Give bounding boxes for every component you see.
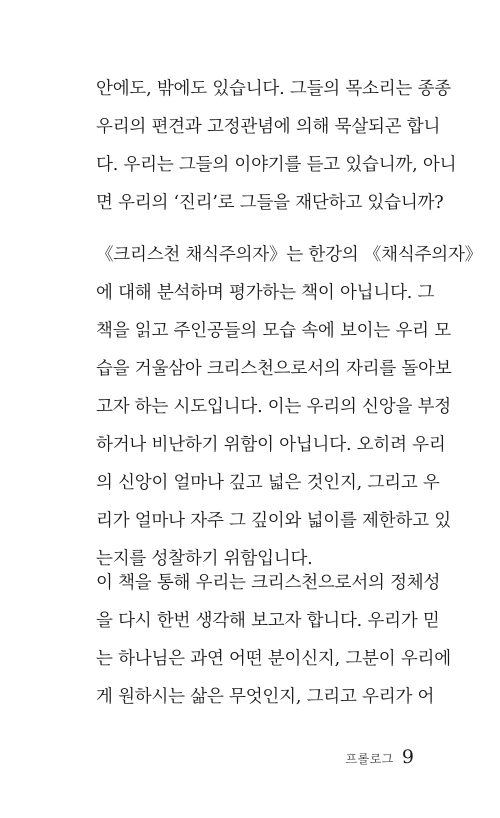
page-number: 9 [401, 746, 414, 768]
text-line: 는 하나님은 과연 어떤 분이신지, 그분이 우리에 [96, 649, 451, 669]
text-line: 는지를 성찰하기 위함입니다. [96, 549, 313, 569]
text-line: 게 원하시는 삶은 무엇인지, 그리고 우리가 어 [96, 687, 435, 707]
page-footer [346, 746, 414, 770]
running-head: 프롤로그 [345, 752, 394, 766]
text-line: 안에도, 밖에도 있습니다. 그들의 목소리는 종종 [96, 79, 451, 99]
text-line: 《크리스천 채식주의자》는 한강의 《채식주의자》 [96, 245, 482, 265]
text-line: 의 신앙이 얼마나 깊고 넓은 것인지, 그리고 우 [96, 473, 440, 493]
text-line: 에 대해 분석하며 평가하는 책이 아닙니다. 그 [96, 283, 435, 303]
text-line: 하거나 비난하기 위함이 아닙니다. 오히려 우리 [96, 435, 446, 455]
paragraph-2 [96, 236, 482, 578]
text-line: 면 우리의 ‘진리’로 그들을 재단하고 있습니까? [96, 193, 444, 213]
text-line: 다. 우리는 그들의 이야기를 듣고 있습니까, 아니 [96, 155, 457, 175]
text-line: 우리의 편견과 고정관념에 의해 묵살되곤 합니 [96, 117, 441, 137]
text-line: 을 다시 한번 생각해 보고자 합니다. 우리가 믿 [96, 611, 440, 631]
text-line: 습을 거울삼아 크리스천으로서의 자리를 돌아보 [96, 359, 452, 379]
paragraph-1 [96, 70, 457, 222]
text-line: 고자 하는 시도입니다. 이는 우리의 신앙을 부정 [96, 397, 451, 417]
text-line: 이 책을 통해 우리는 크리스천으로서의 정체성 [96, 573, 441, 593]
text-line: 리가 얼마나 자주 그 깊이와 넓이를 제한하고 있 [96, 511, 451, 531]
paragraph-3 [96, 564, 451, 716]
text-line: 책을 읽고 주인공들의 모습 속에 보이는 우리 모 [96, 321, 451, 341]
